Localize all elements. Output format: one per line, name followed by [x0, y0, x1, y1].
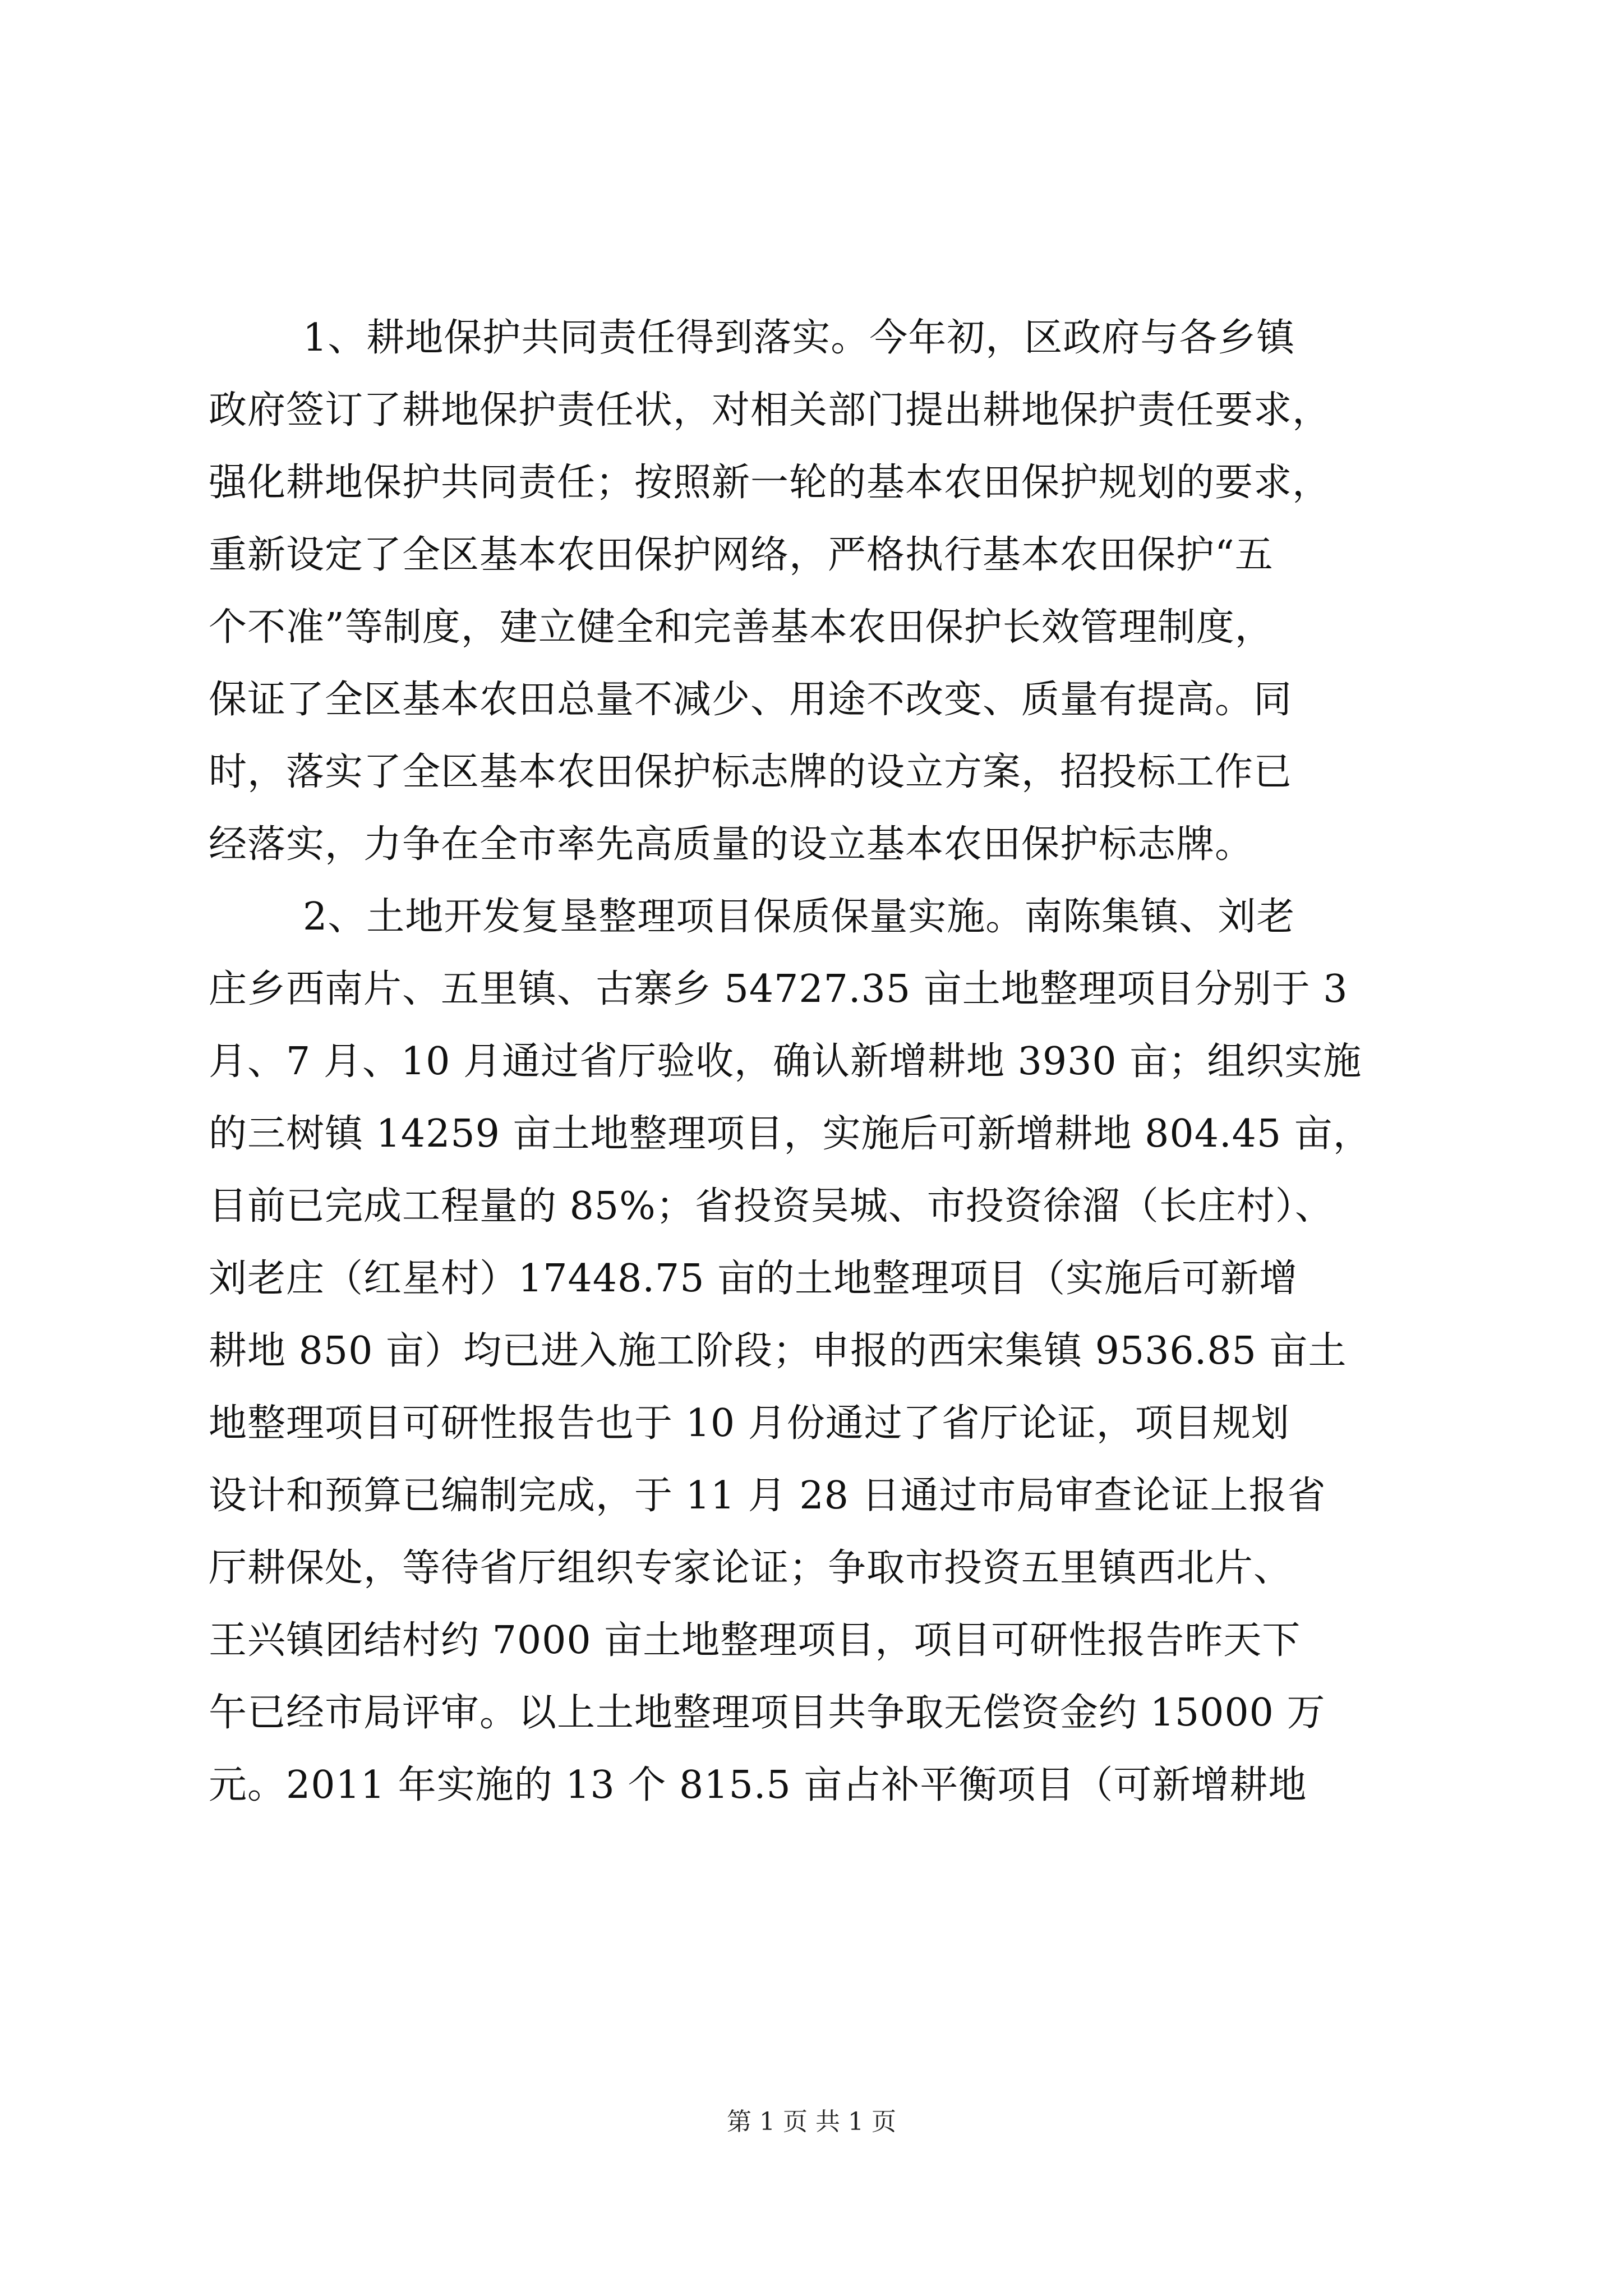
paragraph-2-line-13: 元。2011 年实施的 13 个 815.5 亩占补平衡项目（可新增耕地	[209, 1763, 1307, 1807]
paragraph-2-line-11: 王兴镇团结村约 7000 亩土地整理项目，项目可研性报告昨天下	[209, 1618, 1301, 1663]
paragraph-1-line-5: 个不准”等制度，建立健全和完善基本农田保护长效管理制度，	[209, 605, 1274, 650]
paragraph-2-line-1: 2、土地开发复垦整理项目保质保量实施。南陈集镇、刘老	[303, 895, 1295, 939]
paragraph-2-line-3: 月、7 月、10 月通过省厅验收，确认新增耕地 3930 亩；组织实施	[209, 1039, 1362, 1084]
paragraph-1-line-7: 时，落实了全区基本农田保护标志牌的设立方案，招投标工作已	[209, 750, 1293, 794]
paragraph-1-line-6: 保证了全区基本农田总量不减少、用途不改变、质量有提高。同	[209, 678, 1293, 722]
paragraph-1-line-3: 强化耕地保护共同责任；按照新一轮的基本农田保护规划的要求，	[209, 461, 1331, 505]
paragraph-2-line-8: 地整理项目可研性报告也于 10 月份通过了省厅论证，项目规划	[209, 1401, 1290, 1446]
page-number-footer: 第 1 页 共 1 页	[727, 2108, 896, 2136]
paragraph-2-line-12: 午已经市局评审。以上土地整理项目共争取无偿资金约 15000 万	[209, 1691, 1326, 1735]
paragraph-1-line-8: 经落实，力争在全市率先高质量的设立基本农田保护标志牌。	[209, 822, 1254, 867]
paragraph-2-line-2: 庄乡西南片、五里镇、古寨乡 54727.35 亩土地整理项目分别于 3	[209, 967, 1348, 1011]
paragraph-2-line-10: 厅耕保处，等待省厅组织专家论证；争取市投资五里镇西北片、	[209, 1546, 1293, 1590]
paragraph-2-line-6: 刘老庄（红星村）17448.75 亩的土地整理项目（实施后可新增	[209, 1257, 1298, 1301]
paragraph-2-line-9: 设计和预算已编制完成，于 11 月 28 日通过市局审查论证上报省	[209, 1474, 1326, 1518]
paragraph-2-line-5: 目前已完成工程量的 85%；省投资吴城、市投资徐溜（长庄村）、	[209, 1184, 1334, 1228]
paragraph-1-line-4: 重新设定了全区基本农田保护网络，严格执行基本农田保护“五	[209, 533, 1274, 577]
paragraph-1-line-1: 1、耕地保护共同责任得到落实。今年初，区政府与各乡镇	[303, 316, 1295, 360]
paragraph-2-line-7: 耕地 850 亩）均已进入施工阶段；申报的西宋集镇 9536.85 亩土	[209, 1329, 1347, 1373]
paragraph-2-line-4: 的三树镇 14259 亩土地整理项目，实施后可新增耕地 804.45 亩，	[209, 1112, 1372, 1156]
paragraph-1-line-2: 政府签订了耕地保护责任状，对相关部门提出耕地保护责任要求，	[209, 388, 1331, 432]
